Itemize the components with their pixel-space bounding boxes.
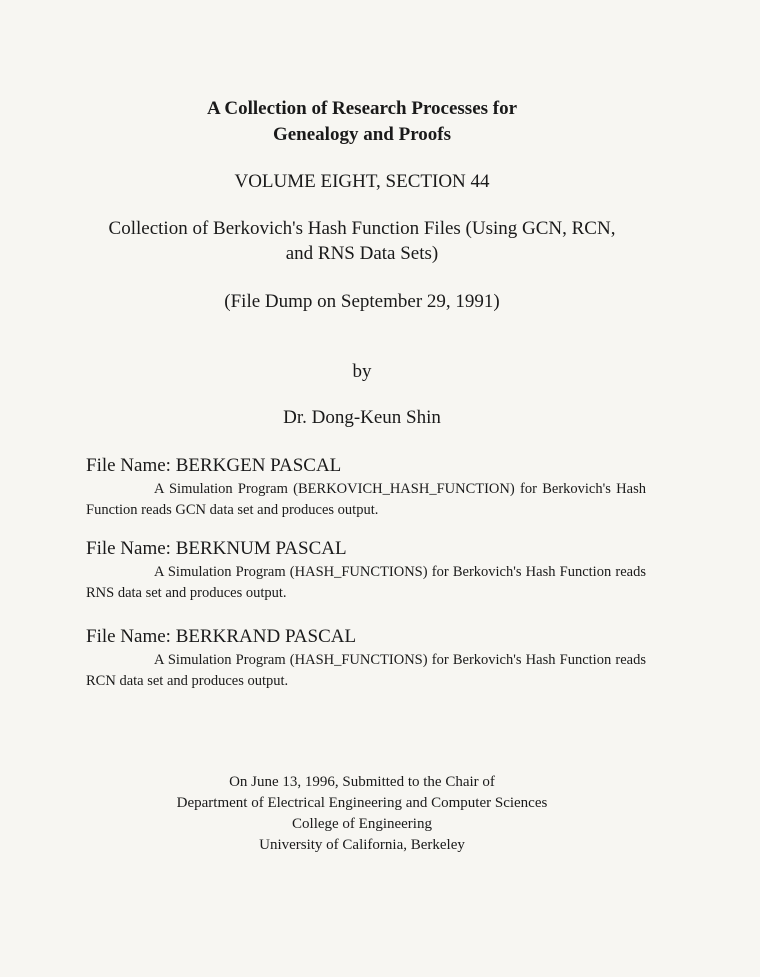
file-entry-berkrand: [86, 626, 646, 692]
file-dump-date: (File Dump on September 29, 1991): [224, 291, 500, 312]
title-line-2: Genealogy and Proofs: [272, 124, 452, 145]
document-title: [0, 96, 724, 148]
footer-line-3: College of Engineering: [292, 816, 432, 832]
author-name: Dr. Dong-Keun Shin: [283, 407, 441, 428]
volume-heading: VOLUME EIGHT, SECTION 44: [234, 171, 490, 192]
file-entry-berknum: [86, 538, 646, 604]
collection-subtitle: [0, 216, 724, 266]
footer-line-2: Department of Electrical Engineering and Computer Sciences: [176, 795, 548, 811]
file-description: A Simulation Program (HASH_FUNCTIONS) for Berkovich's Hash Function reads RCN data set and produces output.: [86, 652, 646, 689]
by-label: by: [352, 361, 372, 382]
footer-line-4: University of California, Berkeley: [259, 837, 465, 853]
subtitle-line-2: and RNS Data Sets): [285, 243, 439, 264]
file-name: File Name: BERKRAND PASCAL: [86, 626, 357, 647]
footer-line-1: On June 13, 1996, Submitted to the Chair of: [229, 774, 495, 790]
file-description: A Simulation Program (HASH_FUNCTIONS) for Berkovich's Hash Function reads RNS data set and produces output.: [86, 564, 646, 601]
file-description: A Simulation Program (BERKOVICH_HASH_FUNCTION) for Berkovich's Hash Function reads GCN data set and produces output.: [86, 481, 646, 518]
subtitle-line-1: Collection of Berkovich's Hash Function Files (Using GCN, RCN,: [108, 218, 616, 239]
submission-footer: [0, 772, 724, 856]
title-line-1: A Collection of Research Processes for: [206, 98, 518, 119]
file-name: File Name: BERKGEN PASCAL: [86, 455, 342, 476]
file-entry-berkgen: [86, 455, 646, 521]
file-name: File Name: BERKNUM PASCAL: [86, 538, 347, 559]
